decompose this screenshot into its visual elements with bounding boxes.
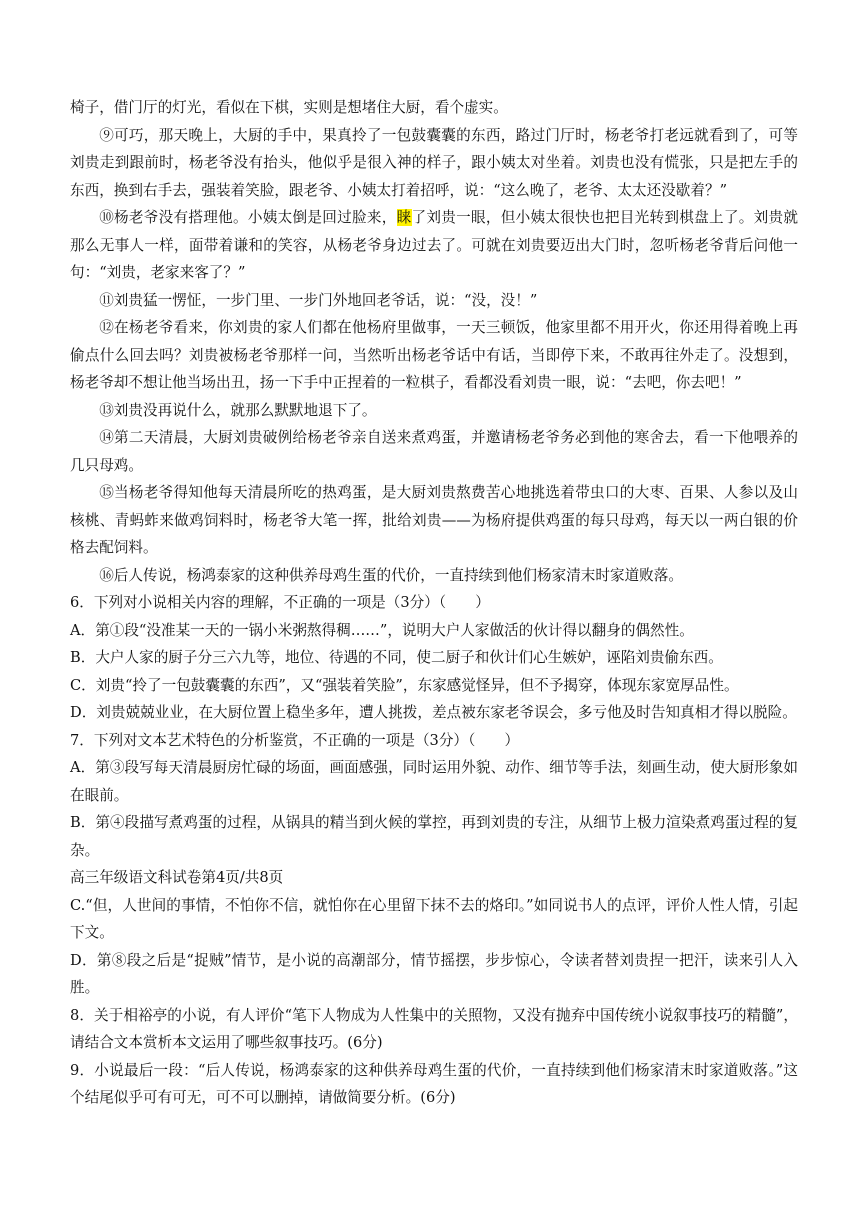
question-7-option-d: D．第⑧段之后是“捉贼”情节，是小说的高潮部分，情节摇摆，步步惊心，令读者替刘贵捏一把汗，读来引人入胜。 [70, 951, 798, 996]
question-6-option-d: D．刘贵兢兢业业，在大厨位置上稳坐多年，遭人挑拨，差点被东家老爷误会，多亏他及时告知真相才得以脱险。 [70, 704, 797, 721]
question-9: 9．小说最后一段：“后人传说，杨鸿泰家的这种供养母鸡生蛋的代价，一直持续到他们杨家清末时家道败落。”这个结尾似乎可有可无，可不可以删掉，请做简要分析。(6分) [70, 1061, 798, 1106]
page-footer: 高三年级语文科试卷第4页/共8页 [70, 869, 284, 886]
passage-paragraph-13: ⑬刘贵没再说什么，就那么默默地退下了。 [99, 401, 377, 419]
p10-text-before: ⑩杨老爷没有搭理他。小姨太倒是回过脸来， [99, 209, 397, 226]
question-6-option-a: A．第①段“没准某一天的一锅小米粥熬得稠……”，说明大户人家做活的伙计得以翻身的偶然性。 [70, 621, 694, 639]
question-6-option-b: B．大户人家的厨子分三六九等，地位、待遇的不同，使二厨子和伙计们心生嫉妒，诬陷刘贵偷东西。 [70, 649, 723, 666]
question-8: 8．关于相裕亭的小说，有人评价“笔下人物成为人性集中的关照物，又没有抛弃中国传统小说叙事技巧的精髓”，请结合文本赏析本文运用了哪些叙事技巧。(6分) [70, 1006, 798, 1051]
passage-paragraph-15: ⑮当杨老爷得知他每天清晨所吃的热鸡蛋，是大厨刘贵熬费苦心地挑选着带虫口的大枣、百果、人参以及山核桃、青蚂蚱来做鸡饲料时，杨老爷大笔一挥，批给刘贵——为杨府提供鸡蛋的每只母鸡，每天以一两白银的价格去配饲料。 [70, 484, 798, 556]
question-6-option-c: C．刘贵“拎了一包鼓囊囊的东西”，又“强装着笑脸”，东家感觉怪异，但不予揭穿，体现东家宽厚品性。 [70, 676, 739, 694]
passage-paragraph-10 [70, 204, 798, 287]
question-7-stem: 7．下列对文本艺术特色的分析鉴赏，不正确的一项是（3分）（ ） [70, 731, 520, 749]
exam-page [70, 94, 798, 1112]
passage-paragraph-continued: 椅子，借门厅的灯光，看似在下棋，实则是想堵住大厨，看个虚实。 [70, 99, 508, 116]
passage-paragraph-16: ⑯后人传说，杨鸿泰家的这种供养母鸡生蛋的代价，一直持续到他们杨家清末时家道败落。 [99, 566, 683, 584]
passage-paragraph-9: ⑨可巧，那天晚上，大厨的手中，果真拎了一包鼓囊囊的东西，路过门厅时，杨老爷打老远就看到了，可等刘贵走到跟前时，杨老爷没有抬头，他似乎是很入神的样子，跟小姨太对坐着。刘贵也没有慌张，只是把左手的东西，换到右手去，强装着笑脸，跟老爷、小姨太打着招呼，说：“这么晚了，老爷、太太还没歇着？” [70, 126, 798, 199]
passage-paragraph-12: ⑫在杨老爷看来，你刘贵的家人们都在他杨府里做事，一天三顿饭，他家里都不用开火，你还用得着晚上再偷点什么回去吗？刘贵被杨老爷那样一问，当然听出杨老爷话中有话，当即停下来，不敢再往外走了。没想到，杨老爷却不想让他当场出丑，扬一下手中正捏着的一粒棋子，看都没看刘贵一眼，说：“去吧，你去吧！” [70, 319, 798, 391]
question-7-option-a: A．第③段写每天清晨厨房忙碌的场面，画面感强，同时运用外貌、动作、细节等手法，刻画生动，使大厨形象如在眼前。 [70, 759, 798, 804]
highlighted-character: 睐 [396, 209, 412, 226]
question-6-stem: 6．下列对小说相关内容的理解，不正确的一项是（3分）（ ） [70, 594, 490, 611]
question-7-option-c: C.“但，人世间的事情，不怕你不信，就怕你在心里留下抹不去的烙印。”如同说书人的点评，评价人性人情，引起下文。 [70, 896, 798, 941]
passage-paragraph-11: ⑪刘贵猛一愣怔，一步门里、一步门外地回老爷话，说：“没，没！” [99, 291, 538, 309]
passage-paragraph-14: ⑭第二天清晨，大厨刘贵破例给杨老爷亲自送来煮鸡蛋，并邀请杨老爷务必到他的寒舍去，看一下他喂养的几只母鸡。 [70, 429, 798, 474]
p10-text-after: 了刘贵一眼，但小姨太很快也把目光转到棋盘上了。刘贵就那么无事人一样，面带着谦和的笑容，从杨老爷身边过去了。可就在刘贵要迈出大门时，忽听杨老爷背后问他一句：“刘贵，老家来客了？” [70, 209, 798, 281]
question-7-option-b: B．第④段描写煮鸡蛋的过程，从锅具的精当到火候的掌控，再到刘贵的专注，从细节上极力渲染煮鸡蛋过程的复杂。 [70, 814, 798, 859]
